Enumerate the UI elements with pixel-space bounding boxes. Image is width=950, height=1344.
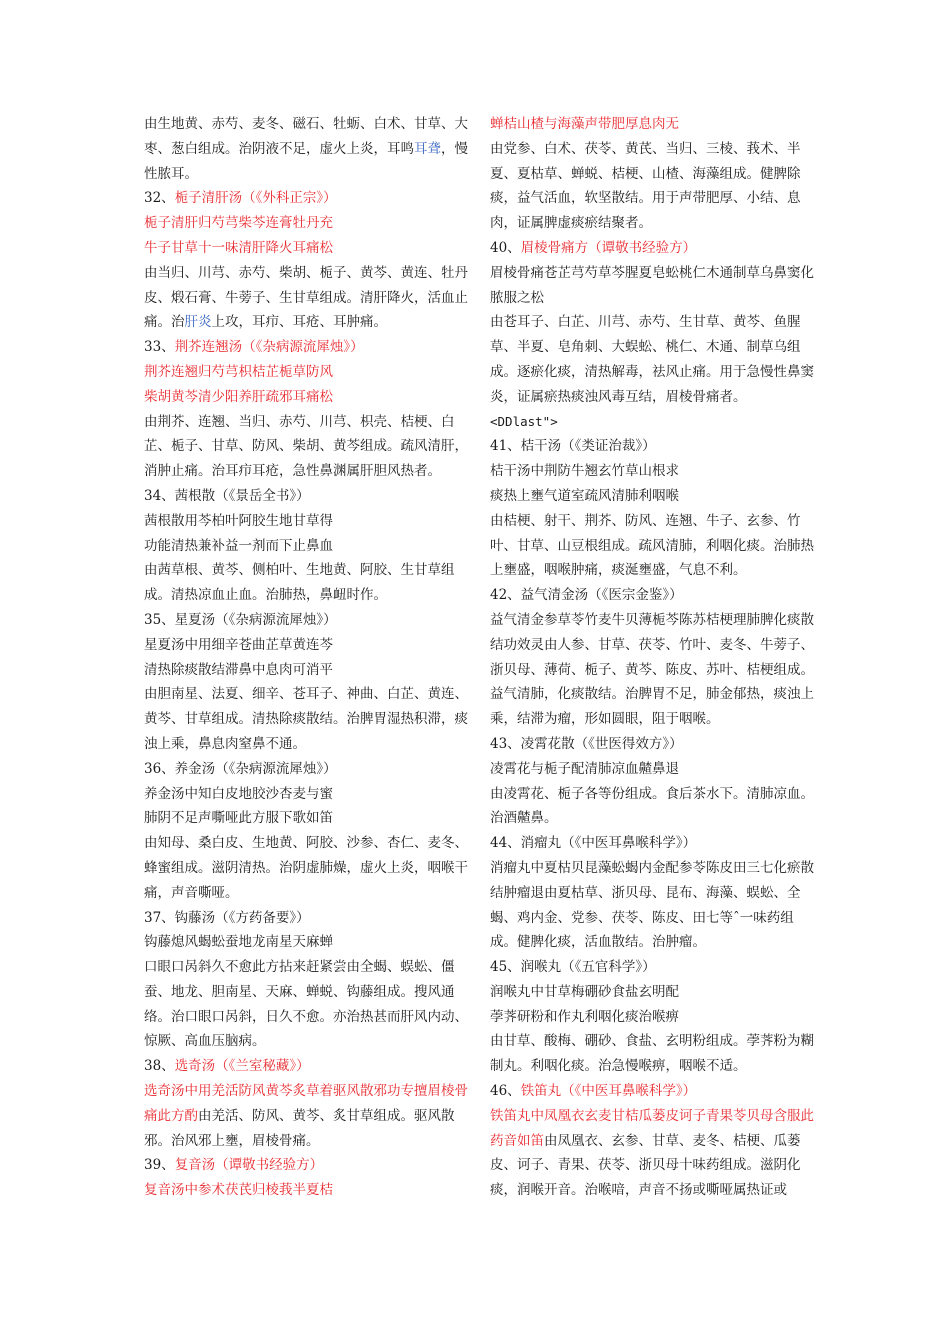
text-run: 选奇汤中用羌活防风黄芩炙草着驱风散邪功专擅眉棱骨痛此方酌 xyxy=(144,1083,468,1124)
formula-rhyme xyxy=(144,633,474,658)
formula-heading xyxy=(490,831,820,856)
text-run: 益气清金参草苓竹麦牛贝薄栀芩陈苏桔梗理肺脾化痰散结功效灵由人参、甘草、茯苓、竹叶、麦冬、牛蒡子、浙贝母、薄荷、栀子、黄芩、陈皮、苏叶、桔梗组成。益气清肺，化痰散结。治脾胃不足，肺金郁热，痰浊上乘，结滞为瘤，形如圆眼，阻于咽喉。 xyxy=(490,611,814,728)
formula-heading xyxy=(144,484,474,509)
text-run: 由桔梗、射干、荆芥、防风、连翘、牛子、玄参、竹叶、甘草、山豆根组成。疏风清肺，利咽化痰。治肺热上壅盛，咽喉肿痛，痰涎壅盛，气息不利。 xyxy=(490,512,814,579)
formula-rhyme xyxy=(490,459,820,484)
formula-rhyme xyxy=(144,658,474,683)
formula-heading xyxy=(144,906,474,931)
text-run: 32、 xyxy=(144,190,175,207)
formula-heading xyxy=(144,186,474,211)
text-run: 星夏汤中用细辛苍曲芷草黄连芩 xyxy=(144,636,333,653)
formula-heading xyxy=(144,335,474,360)
text-run: 荸荠研粉和作丸利咽化痰治喉痹 xyxy=(490,1008,679,1025)
formula-heading xyxy=(490,434,820,459)
text-run: 由茜草根、黄芩、侧柏叶、生地黄、阿胶、生甘草组成。清热凉血止血。治肺热，鼻衄时作。 xyxy=(144,562,455,604)
formula-description xyxy=(144,558,474,608)
text-run: 荆芥连翘归芍芎枳桔芷栀草防风 xyxy=(144,363,333,380)
formula-rhyme xyxy=(144,385,474,410)
text-run: 由苍耳子、白芷、川芎、赤芍、生甘草、黄芩、鱼腥草、半夏、皂角刺、大蜈蚣、桃仁、木通、制草乌组成。逐瘀化痰，清热解毒，祛风止痛。用于急慢性鼻窦炎，证属瘀热痰浊风毒互结，眉棱骨痛者。 xyxy=(490,314,814,405)
left-column xyxy=(144,112,474,1203)
formula-description xyxy=(490,137,820,236)
formula-description xyxy=(144,261,474,335)
text-run: 由胆南星、法夏、细辛、苍耳子、神曲、白芷、黄连、黄芩、甘草组成。清热除痰散结。治脾胃湿热积滞，痰浊上乘，鼻息肉窒鼻不通。 xyxy=(144,686,468,752)
formula-description xyxy=(490,608,820,732)
text-run: 由甘草、酸梅、硼砂、食盐、玄明粉组成。荸荠粉为糊制丸。利咽化痰。治急慢喉痹，咽喉不适。 xyxy=(490,1033,814,1075)
text-run: 由凌霄花、栀子各等份组成。食后茶水下。清肺凉血。治酒齄鼻。 xyxy=(490,785,814,827)
formula-rhyme xyxy=(144,360,474,385)
formula-description xyxy=(490,1104,820,1203)
formula-rhyme xyxy=(144,236,474,261)
text-run: 38、 xyxy=(144,1058,175,1075)
text-run: 茜根散用芩柏叶阿胶生地甘草得 xyxy=(144,512,333,529)
formula-rhyme xyxy=(144,806,474,831)
text-run: 由党参、白术、茯苓、黄芪、当归、三棱、莪术、半夏、夏枯草、蝉蜕、桔梗、山楂、海藻组成。健脾除痰，益气活血，软坚散结。用于声带肥厚、小结、息肉，证属脾虚痰瘀结聚者。 xyxy=(490,140,801,232)
formula-description xyxy=(144,1079,474,1153)
text-run: 铁笛丸（《中医耳鼻喉科学》） xyxy=(520,1083,697,1100)
text-run: 45、润喉丸（《五官科学》） xyxy=(490,959,656,976)
text-run: 41、桔干汤（《类证治裁》） xyxy=(490,438,656,455)
text-run: 消瘤丸中夏枯贝昆藻蚣蝎内金配参苓陈皮田三七化瘀散结肿瘤退由夏枯草、浙贝母、昆布、海藻、蜈蚣、全蝎、鸡内金、党参、茯苓、陈皮、田七等ˆ一味药组成。健脾化痰，活血散结。治肿瘤。 xyxy=(490,859,814,951)
text-run: 44、消瘤丸（《中医耳鼻喉科学》） xyxy=(490,835,697,852)
text-run: 37、钩藤汤（《方药备要》） xyxy=(144,909,310,926)
text-run: 肝炎 xyxy=(184,314,212,331)
text-run: 35、星夏汤（《杂病源流犀烛》） xyxy=(144,611,337,628)
text-run: 荆芥连翘汤（《杂病源流犀烛》） xyxy=(174,339,364,356)
text-run: ，慢性脓耳。 xyxy=(144,140,468,182)
text-run: 复音汤（谭敬书经验方） xyxy=(174,1157,324,1174)
text-run: 43、凌霄花散（《世医得效方》） xyxy=(490,735,683,752)
formula-description xyxy=(490,1029,820,1079)
formula-description xyxy=(490,856,820,955)
formula-rhyme xyxy=(144,509,474,534)
formula-rhyme xyxy=(144,930,474,955)
text-run: 由羌活、防风、黄芩、炙甘草组成。驱风散邪。治风邪上壅，眉棱骨痛。 xyxy=(144,1107,455,1149)
formula-heading xyxy=(490,732,820,757)
text-run: 栀子清肝归芍芎柴芩连膏牡丹充 xyxy=(144,215,333,232)
text-run: 由知母、桑白皮、生地黄、阿胶、沙参、杏仁、麦冬、蜂蜜组成。滋阴清热。治阴虚肺燥，虚火上炎，咽喉干痛，声音嘶哑。 xyxy=(144,835,468,901)
text-run: 33、 xyxy=(144,339,175,356)
text-run: 40、 xyxy=(490,239,521,256)
text-run: 养金汤中知白皮地胶沙杏麦与蜜 xyxy=(144,785,333,802)
formula-heading xyxy=(490,1079,820,1104)
text-run: 痰热上壅气道室疏风清肺利咽喉 xyxy=(490,487,679,504)
formula-rhyme xyxy=(490,112,820,137)
formula-rhyme xyxy=(144,211,474,236)
text-run: 复音汤中参术茯芪归棱莪半夏桔 xyxy=(144,1182,333,1199)
text-run: <DDlast"> xyxy=(490,413,558,429)
text-run: 蝉桔山楂与海藻声带肥厚息肉无 xyxy=(490,116,679,132)
text-run: 眉棱骨痛方（谭敬书经验方） xyxy=(520,239,697,256)
formula-heading xyxy=(144,757,474,782)
text-run: 清热除痰散结滞鼻中息肉可消平 xyxy=(144,661,333,678)
formula-heading xyxy=(144,608,474,633)
formula-heading xyxy=(144,1153,474,1178)
text-run: 由凤凰衣、玄参、甘草、麦冬、桔梗、瓜蒌皮、诃子、青果、茯苓、浙贝母十味药组成。滋阴化痰，润喉开音。治喉喑，声音不扬或嘶哑属热证或 xyxy=(490,1132,801,1199)
formula-description xyxy=(144,112,474,186)
code-fragment xyxy=(490,410,820,435)
text-run: 凌霄花与栀子配清肺凉血齄鼻退 xyxy=(490,760,679,777)
text-run: 46、 xyxy=(490,1083,521,1100)
text-run: 由生地黄、赤芍、麦冬、磁石、牡蛎、白术、甘草、大枣、葱白组成。治阴液不足，虚火上炎，耳鸣 xyxy=(144,116,468,157)
formula-rhyme xyxy=(144,534,474,559)
formula-rhyme xyxy=(144,782,474,807)
formula-description xyxy=(144,682,474,756)
text-run: 铁笛丸中凤凰衣玄麦甘桔瓜蒌皮诃子青果苓贝母含服此药音如笛 xyxy=(490,1107,814,1149)
text-run: 眉棱骨痛苍芷芎芍草芩腥夏皂蚣桃仁木通制草乌鼻窦化脓服之松 xyxy=(490,264,814,306)
formula-heading xyxy=(490,236,820,261)
formula-rhyme xyxy=(490,484,820,509)
formula-description xyxy=(144,410,474,484)
formula-rhyme xyxy=(490,1005,820,1030)
formula-description xyxy=(490,509,820,583)
text-run: 34、茜根散（《景岳全书》） xyxy=(144,487,310,504)
right-column xyxy=(490,112,820,1203)
text-run: 上攻，耳疖、耳疮、耳肿痛。 xyxy=(211,314,387,331)
text-run: 36、养金汤（《杂病源流犀烛》） xyxy=(144,760,337,777)
formula-rhyme xyxy=(144,1178,474,1203)
text-run: 栀子清肝汤（《外科正宗》） xyxy=(174,190,337,207)
text-run: 选奇汤（《兰室秘藏》） xyxy=(174,1058,310,1075)
text-run: 桔干汤中荆防牛翘玄竹草山根求 xyxy=(490,463,679,480)
formula-rhyme xyxy=(490,980,820,1005)
formula-heading xyxy=(144,1054,474,1079)
formula-rhyme xyxy=(490,757,820,782)
formula-description xyxy=(144,955,474,1054)
text-run: 钩藤熄风蝎蚣蚕地龙南星天麻蝉 xyxy=(144,934,333,951)
formula-description xyxy=(490,782,820,832)
text-run: 耳聋 xyxy=(414,140,441,157)
text-run: 由荆芥、连翘、当归、赤芍、川芎、枳壳、桔梗、白芷、栀子、甘草、防风、柴胡、黄芩组成。疏风清肝，消肿止痛。治耳疖耳疮，急性鼻渊属肝胆风热者。 xyxy=(144,413,468,480)
formula-description xyxy=(490,261,820,311)
formula-heading xyxy=(490,583,820,608)
text-run: 柴胡黄芩清少阳养肝疏邪耳痛松 xyxy=(144,388,333,405)
text-run: 肺阴不足声嘶哑此方服下歌如笛 xyxy=(144,810,333,827)
text-run: 口眼口呙斜久不愈此方拈来赶紧尝由全蝎、蜈蚣、僵蚕、地龙、胆南星、天麻、蝉蜕、钩藤组成。搜风通络。治口眼口呙斜，日久不愈。亦治热甚而肝风内动、惊厥、高血压脑病。 xyxy=(144,959,468,1050)
text-run: 由当归、川芎、赤芍、柴胡、栀子、黄芩、黄连、牡丹皮、煅石膏、牛蒡子、生甘草组成。清肝降火，活血止痛。治 xyxy=(144,264,468,331)
text-run: 39、 xyxy=(144,1157,175,1174)
formula-description xyxy=(144,831,474,905)
text-run: 功能清热兼补益一剂而下止鼻血 xyxy=(144,537,333,554)
formula-description xyxy=(490,310,820,409)
text-run: 42、益气清金汤（《医宗金鉴》） xyxy=(490,587,683,604)
formula-heading xyxy=(490,955,820,980)
text-run: 润喉丸中甘草梅硼砂食盐玄明配 xyxy=(490,983,679,1000)
text-run: 牛子甘草十一味清肝降火耳痛松 xyxy=(144,239,333,256)
